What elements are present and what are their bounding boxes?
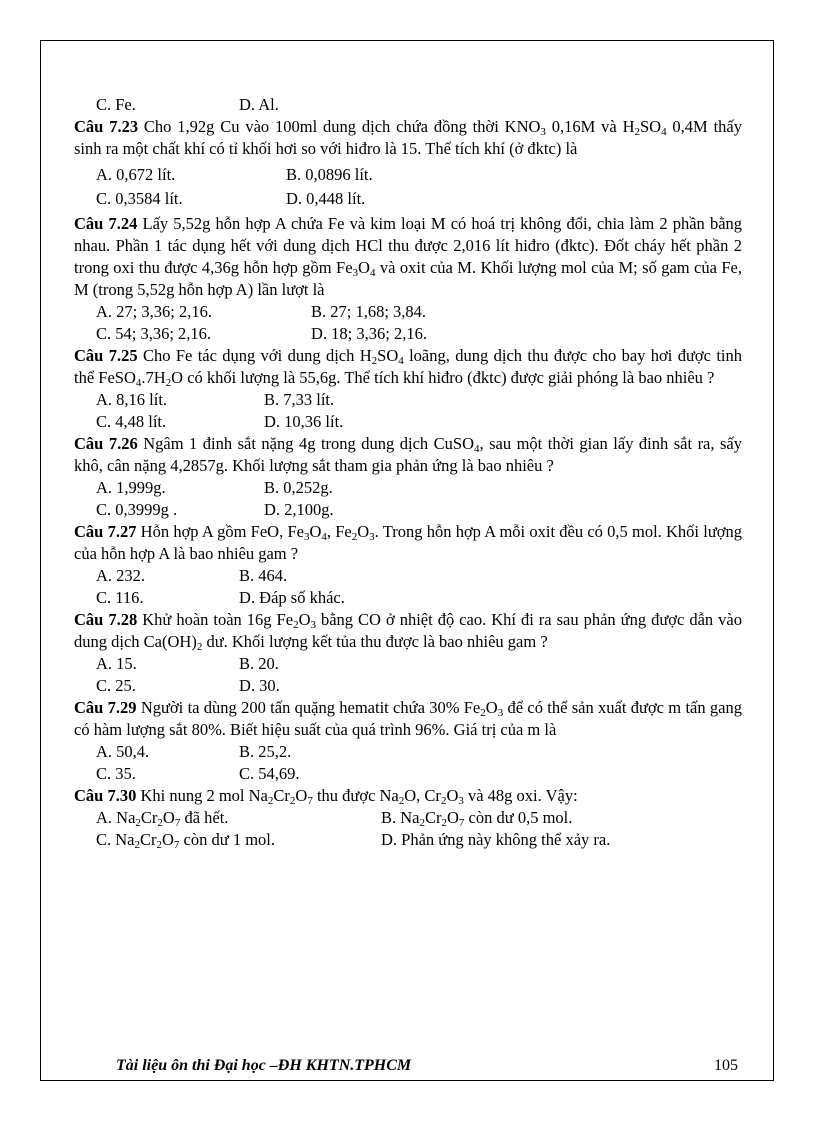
option-c: C. 25. [96,676,136,695]
option-d: D. 30. [239,676,280,695]
options-7-26-cd [74,499,742,521]
option-a: A. 50,4. [96,742,150,761]
question-number: Câu 7.30 [74,786,137,805]
options-7-25 [74,389,742,411]
options-7-27-cd [74,587,742,609]
options-7-24-cd [74,323,742,345]
option-a: A. 0,672 lít. [96,165,176,184]
question-7-30: Câu 7.30 Khi nung 2 mol $Na_2Cr_2O_7$ thu được $Na_2O$, $Cr_2O_3$ và 48g oxi. Vậy: [74,786,578,807]
question-number: Câu 7.28 [74,610,138,629]
options-7-25-cd [74,411,742,433]
question-7-29: Câu 7.29 Người ta dùng 200 tấn quặng hematit chứa 30% $Fe_2O_3$ để có thể sản xuất được m tấn gang có hàm lượng sắt 80%. Biết hiệu suất của quá trình 96%. Giá trị của m là [74,698,742,739]
options-7-28 [74,653,742,675]
option-c: C. 54; 3,36; 2,16. [96,324,212,343]
option-d: C. 54,69. [239,764,300,783]
option-b: B. 25,2. [239,742,292,761]
question-number: Câu 7.24 [74,214,138,233]
option-b: B. $Na_2Cr_2O_7$ còn dư 0,5 mol. [381,808,573,829]
question-number: Câu 7.25 [74,346,138,365]
question-number: Câu 7.27 [74,522,137,541]
option-a: A. 232. [96,566,146,585]
question-7-25: Câu 7.25 Cho Fe tác dụng với dung dịch $H_2SO_4$ loãng, dung dịch thu được cho bay hơi được tinh thể $FeSO_4.7H_2O$ có khối lượng là 55,6g. Thể tích khí hiđro (đktc) được giải phóng là bao nhiêu ? [74,346,743,389]
footer-title: Tài liệu ôn thi Đại học –ĐH KHTN.TPHCM [116,1057,412,1074]
option-d: D. 10,36 lít. [264,412,344,431]
option-c: C. Fe. [96,95,136,114]
option-a: A. $Na_2Cr_2O_7$ đã hết. [96,808,229,829]
question-number: Câu 7.29 [74,698,137,717]
option-b: B. 0,252g. [264,478,333,497]
question-7-27: Câu 7.27 Hỗn hợp A gồm FeO, $Fe_3O_4$, $Fe_2O_3$. Trong hỗn hợp A mỗi oxit đều có 0,5 mol. Khối lượng của hỗn hợp A là bao nhiêu gam ? [74,522,743,563]
option-a: A. 27; 3,36; 2,16. [96,302,212,321]
option-b: B. 7,33 lít. [264,390,335,409]
options-7-29 [74,741,742,763]
options-7-23-cd [74,188,742,210]
options-7-30-cd [74,829,742,851]
option-b: B. 20. [239,654,279,673]
option-b: B. 464. [239,566,288,585]
option-d: D. 0,448 lít. [286,189,366,208]
option-a: A. 15. [96,654,137,673]
options-7-28-cd [74,675,742,697]
option-c: C. $Na_2Cr_2O_7$ còn dư 1 mol. [96,830,275,851]
option-c: C. 0,3999g . [96,500,178,519]
question-7-24: Câu 7.24 Lấy 5,52g hỗn hợp A chứa Fe và kim loại M có hoá trị không đổi, chia làm 2 phần bằng nhau. Phần 1 tác dụng hết với dung dịch HCl thu được 2,016 lít hiđro (đktc). Đốt cháy hết phần 2 trong oxi thu được 4,36g hỗn hợp gồm $Fe_3O_4$ và oxit của M. Khối lượng mol của M; số gam của Fe, M (trong 5,52g hỗn hợp A) lần lượt là [74,214,743,299]
question-7-23: Câu 7.23 Cho 1,92g Cu vào 100ml dung dịch chứa đồng thời $KNO_3$ 0,16M và $H_2SO_4$ 0,4M thấy sinh ra một chất khí có tỉ khối hơi so với hiđro là 15. Thể tích khí (ở đktc) là [74,117,742,158]
question-7-26: Câu 7.26 Ngâm 1 đinh sắt nặng 4g trong dung dịch CuSO$_4$, sau một thời gian lấy đinh sắt ra, sấy khô, cân nặng 4,2857g. Khối lượng sắt tham gia phản ứng là bao nhiêu ? [74,434,742,475]
question-number: Câu 7.26 [74,434,138,453]
option-d: D. 18; 3,36; 2,16. [311,324,427,343]
option-d: D. Phản ứng này không thể xảy ra. [381,830,611,849]
options-7-27 [74,565,742,587]
options-7-24 [74,301,742,323]
options-previous [74,94,742,116]
options-7-23 [74,164,742,186]
page-number: 105 [714,1057,738,1074]
option-b: B. 0,0896 lít. [286,165,373,184]
question-list [74,94,742,851]
options-7-26 [74,477,742,499]
option-c: C. 116. [96,588,144,607]
option-c: C. 35. [96,764,136,783]
option-d: D. Đáp số khác. [239,588,345,607]
option-a: A. 1,999g. [96,478,166,497]
option-a: A. 8,16 lít. [96,390,168,409]
option-d: D. Al. [239,95,279,114]
options-7-29-cd [74,763,742,785]
options-7-30 [74,807,742,829]
option-c: C. 0,3584 lít. [96,189,183,208]
option-b: B. 27; 1,68; 3,84. [311,302,427,321]
option-c: C. 4,48 lít. [96,412,167,431]
question-7-28: Câu 7.28 Khử hoàn toàn 16g $Fe_2O_3$ bằng CO ở nhiệt độ cao. Khí đi ra sau phản ứng được dẫn vào dung dịch $Ca(OH)_2$ dư. Khối lượng kết tủa thu được là bao nhiêu gam ? [74,610,742,653]
question-number: Câu 7.23 [74,117,139,136]
option-d: D. 2,100g. [264,500,334,519]
